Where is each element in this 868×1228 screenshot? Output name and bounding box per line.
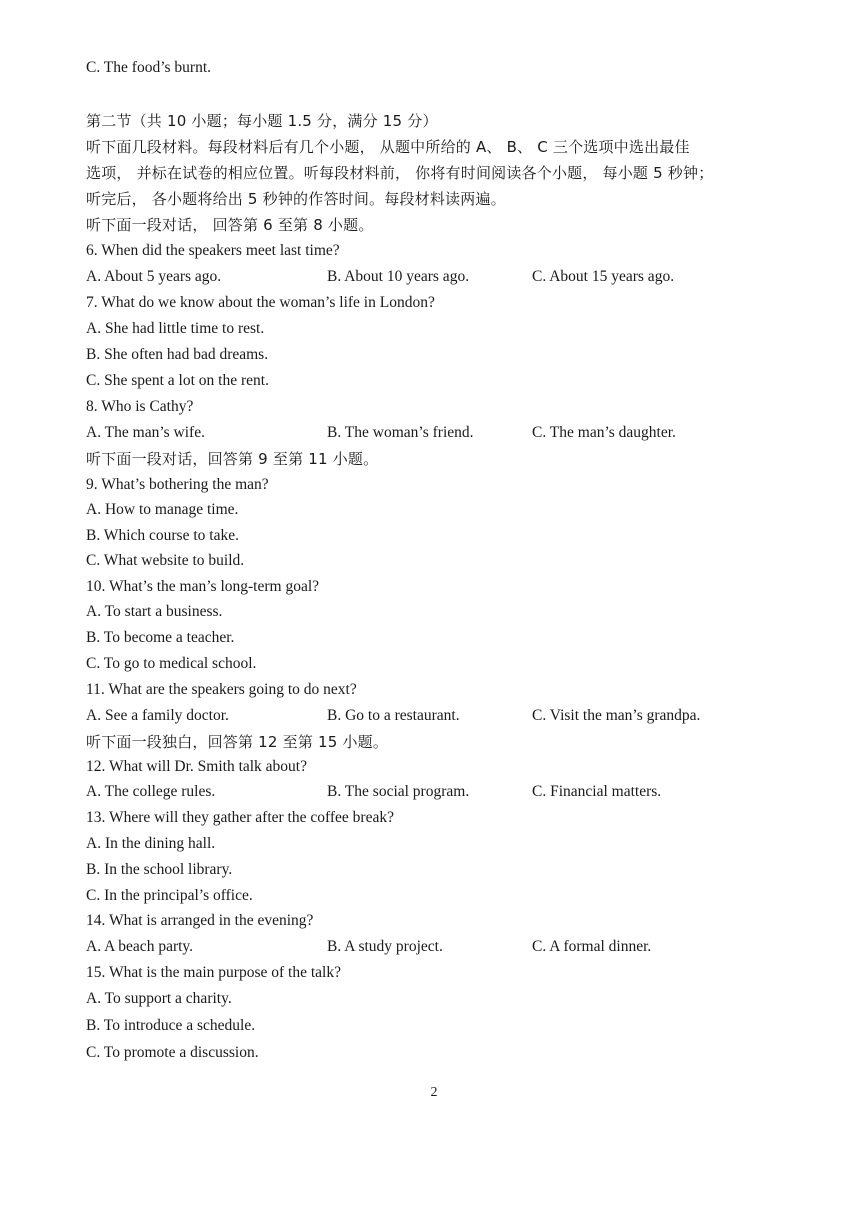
question-13-option-b: B. In the school library. [86, 861, 233, 878]
question-12-stem: 12. What will Dr. Smith talk about? [86, 758, 307, 775]
question-13-option-a: A. In the dining hall. [86, 835, 216, 852]
question-6-option-a: A. About 5 years ago. [86, 268, 222, 285]
section-instructions-line-2: 选项， 并标在试卷的相应位置。听每段材料前， 你将有时间阅读各个小题， 每小题 5 秒钟； [86, 164, 714, 182]
question-13-option-c: C. In the principal’s office. [86, 887, 253, 904]
question-10-option-b: B. To become a teacher. [86, 629, 235, 646]
question-6-option-b: B. About 10 years ago. [327, 268, 470, 285]
page-number: 2 [430, 1085, 438, 1100]
question-6-option-c: C. About 15 years ago. [532, 268, 675, 285]
question-7-stem: 7. What do we know about the woman’s life in London? [86, 294, 435, 311]
section-instructions-line-3: 听完后， 各小题将给出 5 秒钟的作答时间。每段材料读两遍。 [86, 190, 506, 208]
question-7-option-c: C. She spent a lot on the rent. [86, 372, 269, 389]
question-10-stem: 10. What’s the man’s long-term goal? [86, 578, 320, 595]
question-8-option-a: A. The man’s wife. [86, 424, 205, 441]
question-11-option-b: B. Go to a restaurant. [327, 707, 460, 724]
question-8-option-b: B. The woman’s friend. [327, 424, 474, 441]
group-heading-6-8: 听下面一段对话， 回答第 6 至第 8 小题。 [86, 216, 374, 234]
question-10-option-a: A. To start a business. [86, 603, 223, 620]
question-8-option-c: C. The man’s daughter. [532, 424, 676, 441]
question-9-option-b: B. Which course to take. [86, 527, 239, 544]
group-heading-12-15: 听下面一段独白，回答第 12 至第 15 小题。 [86, 733, 389, 751]
question-9-option-a: A. How to manage time. [86, 501, 239, 518]
question-11-option-c: C. Visit the man’s grandpa. [532, 707, 701, 724]
prev-question-option-c: C. The food’s burnt. [86, 59, 211, 76]
question-12-option-c: C. Financial matters. [532, 783, 662, 800]
question-15-stem: 15. What is the main purpose of the talk? [86, 964, 341, 981]
question-13-stem: 13. Where will they gather after the coffee break? [86, 809, 394, 826]
question-14-option-a: A. A beach party. [86, 938, 194, 955]
question-10-option-c: C. To go to medical school. [86, 655, 257, 672]
question-15-option-a: A. To support a charity. [86, 990, 232, 1007]
group-heading-9-11: 听下面一段对话，回答第 9 至第 11 小题。 [86, 450, 379, 468]
section-instructions-line-1: 听下面几段材料。每段材料后有几个小题， 从题中所给的 A、 B、 C 三个选项中选出最佳 [86, 138, 690, 156]
question-6-stem: 6. When did the speakers meet last time? [86, 242, 340, 259]
question-7-option-b: B. She often had bad dreams. [86, 346, 269, 363]
question-14-option-b: B. A study project. [327, 938, 443, 955]
question-14-stem: 14. What is arranged in the evening? [86, 912, 314, 929]
question-12-option-a: A. The college rules. [86, 783, 216, 800]
question-11-stem: 11. What are the speakers going to do next? [86, 681, 357, 698]
question-7-option-a: A. She had little time to rest. [86, 320, 265, 337]
question-9-stem: 9. What’s bothering the man? [86, 476, 269, 493]
question-15-option-c: C. To promote a discussion. [86, 1044, 259, 1061]
question-8-stem: 8. Who is Cathy? [86, 398, 194, 415]
question-9-option-c: C. What website to build. [86, 552, 245, 569]
question-11-option-a: A. See a family doctor. [86, 707, 229, 724]
section-title: 第二节（共 10 小题；每小题 1.5 分，满分 15 分） [86, 112, 438, 130]
question-15-option-b: B. To introduce a schedule. [86, 1017, 256, 1034]
question-12-option-b: B. The social program. [327, 783, 470, 800]
question-14-option-c: C. A formal dinner. [532, 938, 652, 955]
